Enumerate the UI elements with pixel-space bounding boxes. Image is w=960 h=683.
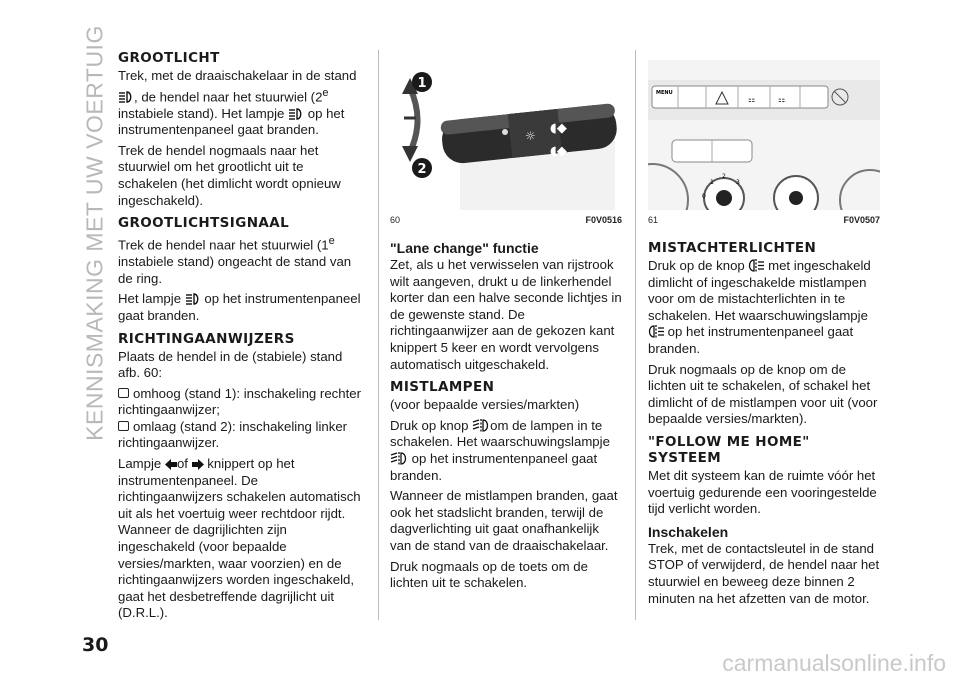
figure-code: F0V0516 bbox=[585, 215, 622, 225]
paragraph bbox=[118, 233, 366, 287]
front-fog-light-icon bbox=[390, 452, 408, 465]
text: op het instrumentenpaneel gaat branden. bbox=[118, 291, 361, 323]
paragraph: Wanneer de mistlampen branden, gaat ook het stadslicht branden, terwijl de dagverlichting uit gaat onafhankelijk van de stand van de draaischakelaar. bbox=[390, 488, 618, 553]
high-beam-icon bbox=[118, 91, 134, 103]
text: om de lampen in te schakelen. Het waarschuwingslampje bbox=[390, 417, 610, 450]
heading-lane-change: "Lane change" functie bbox=[390, 240, 539, 256]
turn-right-arrow-icon bbox=[192, 459, 204, 470]
watermark: carmanualsonline.info bbox=[722, 650, 946, 676]
paragraph bbox=[118, 68, 366, 139]
bullet-icon bbox=[118, 388, 129, 398]
paragraph: Met dit systeem kan de ruimte vóór het voertuig gedurende een vooringestelde tijd verlicht worden. bbox=[648, 467, 877, 517]
footnote-marker: e bbox=[322, 86, 329, 99]
text: met ingeschakeld dimlicht of ingeschakelde mistlampen voor om de mistachterlichten in te schakelen. Het waarschuwingslampje bbox=[648, 258, 871, 323]
stalk-illustration bbox=[390, 60, 622, 210]
paragraph: Trek, met de contactsleutel in de stand STOP of verwijderd, de hendel naar het stuurwiel en beweeg deze binnen 2 minuten na het afzetten van de motor. bbox=[648, 540, 880, 606]
paragraph: Plaats de hendel in de (stabiele) stand afb. 60: bbox=[118, 348, 343, 381]
figure-60-stalk bbox=[390, 60, 622, 210]
heading-systeem: SYSTEEM bbox=[648, 449, 722, 466]
svg-text:⚏: ⚏ bbox=[778, 95, 786, 104]
heading-mistlampen: MISTLAMPEN bbox=[390, 379, 495, 396]
text: instabiele stand). Het lampje bbox=[118, 105, 285, 121]
rear-fog-light-icon bbox=[748, 259, 764, 272]
column-1 bbox=[118, 50, 366, 626]
dashboard-illustration bbox=[648, 60, 880, 210]
text: omlaag (stand 2): inschakeling linker richtingaanwijzer. bbox=[118, 418, 348, 451]
heading-richtingaanwijzers: RICHTINGAANWIJZERS bbox=[118, 330, 295, 347]
list-item bbox=[118, 419, 366, 452]
figure-61-caption bbox=[648, 215, 880, 225]
svg-text:⚏: ⚏ bbox=[748, 95, 756, 104]
figure-code: F0V0507 bbox=[843, 215, 880, 225]
figure-60-caption bbox=[390, 215, 622, 225]
dial-label: 1 bbox=[710, 179, 714, 186]
figure-61-dashboard bbox=[648, 60, 880, 210]
menu-button-label: MENU bbox=[656, 90, 673, 96]
text: , de hendel naar het stuurwiel (2 bbox=[134, 88, 323, 104]
figure-number: 60 bbox=[390, 215, 401, 225]
footnote-marker: e bbox=[328, 235, 335, 248]
heading-inschakelen: Inschakelen bbox=[648, 523, 729, 540]
paragraph bbox=[118, 291, 366, 324]
text: Lampje bbox=[118, 456, 162, 472]
high-beam-icon bbox=[288, 108, 304, 120]
text: Druk op de knop bbox=[648, 258, 745, 273]
svg-text:◖◆: ◖◆ bbox=[550, 144, 567, 159]
text: knippert op het instrumentenpaneel. De richtingaanwijzers schakelen automatisch uit als het voertuig weer rechtdoor rijdt. Wanneer de dagrijlichten zijn ingeschakeld (voor bepaalde versies/markten, waar voorzien) en de richtingaanwijzers worden ingeschakeld, gaat het desbetreffende dagrijlicht uit (D.R.L.). bbox=[118, 456, 361, 621]
text: op het instrumentenpaneel gaat branden. bbox=[390, 450, 598, 483]
text: Trek, met de draaischakelaar in de stand bbox=[118, 68, 357, 83]
dial-label: 2 bbox=[722, 173, 726, 180]
dial-label: 0 bbox=[702, 193, 706, 200]
column-2 bbox=[390, 240, 622, 596]
paragraph: (voor bepaalde versies/markten) bbox=[390, 397, 580, 413]
paragraph: Zet, als u het verwisselen van rijstrook wilt aangeven, drukt u de linkerhendel korter dan een halve seconde lichtjes in de gewenste stand. De richtingaanwijzer aan de gekozen kant knippert 5 keer en wordt vervolgens automatisch uitgeschakeld. bbox=[390, 257, 622, 372]
paragraph bbox=[390, 418, 622, 484]
heading-mistachterlichten: MISTACHTERLICHTEN bbox=[648, 240, 817, 256]
high-beam-icon bbox=[185, 293, 201, 305]
turn-left-arrow-icon bbox=[165, 459, 177, 470]
text: omhoog (stand 1): inschakeling rechter richtingaanwijzer; bbox=[118, 385, 361, 418]
paragraph: Druk nogmaals op de toets om de lichten uit te schakelen. bbox=[390, 558, 588, 591]
bullet-icon bbox=[118, 421, 129, 431]
heading-grootlicht: GROOTLICHT bbox=[118, 50, 220, 66]
text: Trek de hendel naar het stuurwiel (1 bbox=[118, 237, 329, 253]
page-number: 30 bbox=[82, 634, 109, 656]
text: instabiele stand) ongeacht de stand van de ring. bbox=[118, 254, 352, 286]
paragraph bbox=[648, 258, 880, 358]
front-fog-light-icon bbox=[472, 419, 490, 432]
text: Het lampje bbox=[118, 291, 182, 307]
text: Druk op knop bbox=[390, 417, 469, 433]
heading-grootlichtsignaal: GROOTLICHTSIGNAAL bbox=[118, 215, 290, 232]
side-chapter-title: KENNISMAKING MET UW VOERTUIG bbox=[81, 25, 108, 441]
column-divider bbox=[635, 50, 636, 620]
text: of bbox=[176, 456, 188, 472]
list-item bbox=[118, 386, 366, 419]
callout-1: 1 bbox=[417, 76, 427, 91]
callout-2: 2 bbox=[417, 162, 427, 177]
svg-text:◖◆: ◖◆ bbox=[550, 121, 567, 136]
paragraph: Trek de hendel nogmaals naar het stuurwiel om het grootlicht uit te schakelen (het dimlicht wordt opnieuw ingeschakeld). bbox=[118, 142, 341, 208]
column-divider bbox=[378, 50, 379, 620]
heading-follow-me-home: "FOLLOW ME HOME" bbox=[648, 433, 810, 450]
figure-number: 61 bbox=[648, 215, 659, 225]
column-3 bbox=[648, 240, 880, 611]
paragraph: Druk nogmaals op de knop om de lichten uit te schakelen, of schakel het dimlicht of de mistlampen voor uit (voor bepaalde versies/markten). bbox=[648, 361, 878, 427]
svg-text:☼: ☼ bbox=[525, 129, 536, 143]
text: op het instrumentenpaneel gaat branden. bbox=[648, 324, 854, 356]
rear-fog-light-icon bbox=[648, 325, 664, 338]
dial-label: 3 bbox=[736, 179, 740, 186]
paragraph bbox=[118, 456, 366, 622]
text: op het instrumentenpaneel gaat branden. bbox=[118, 105, 345, 138]
